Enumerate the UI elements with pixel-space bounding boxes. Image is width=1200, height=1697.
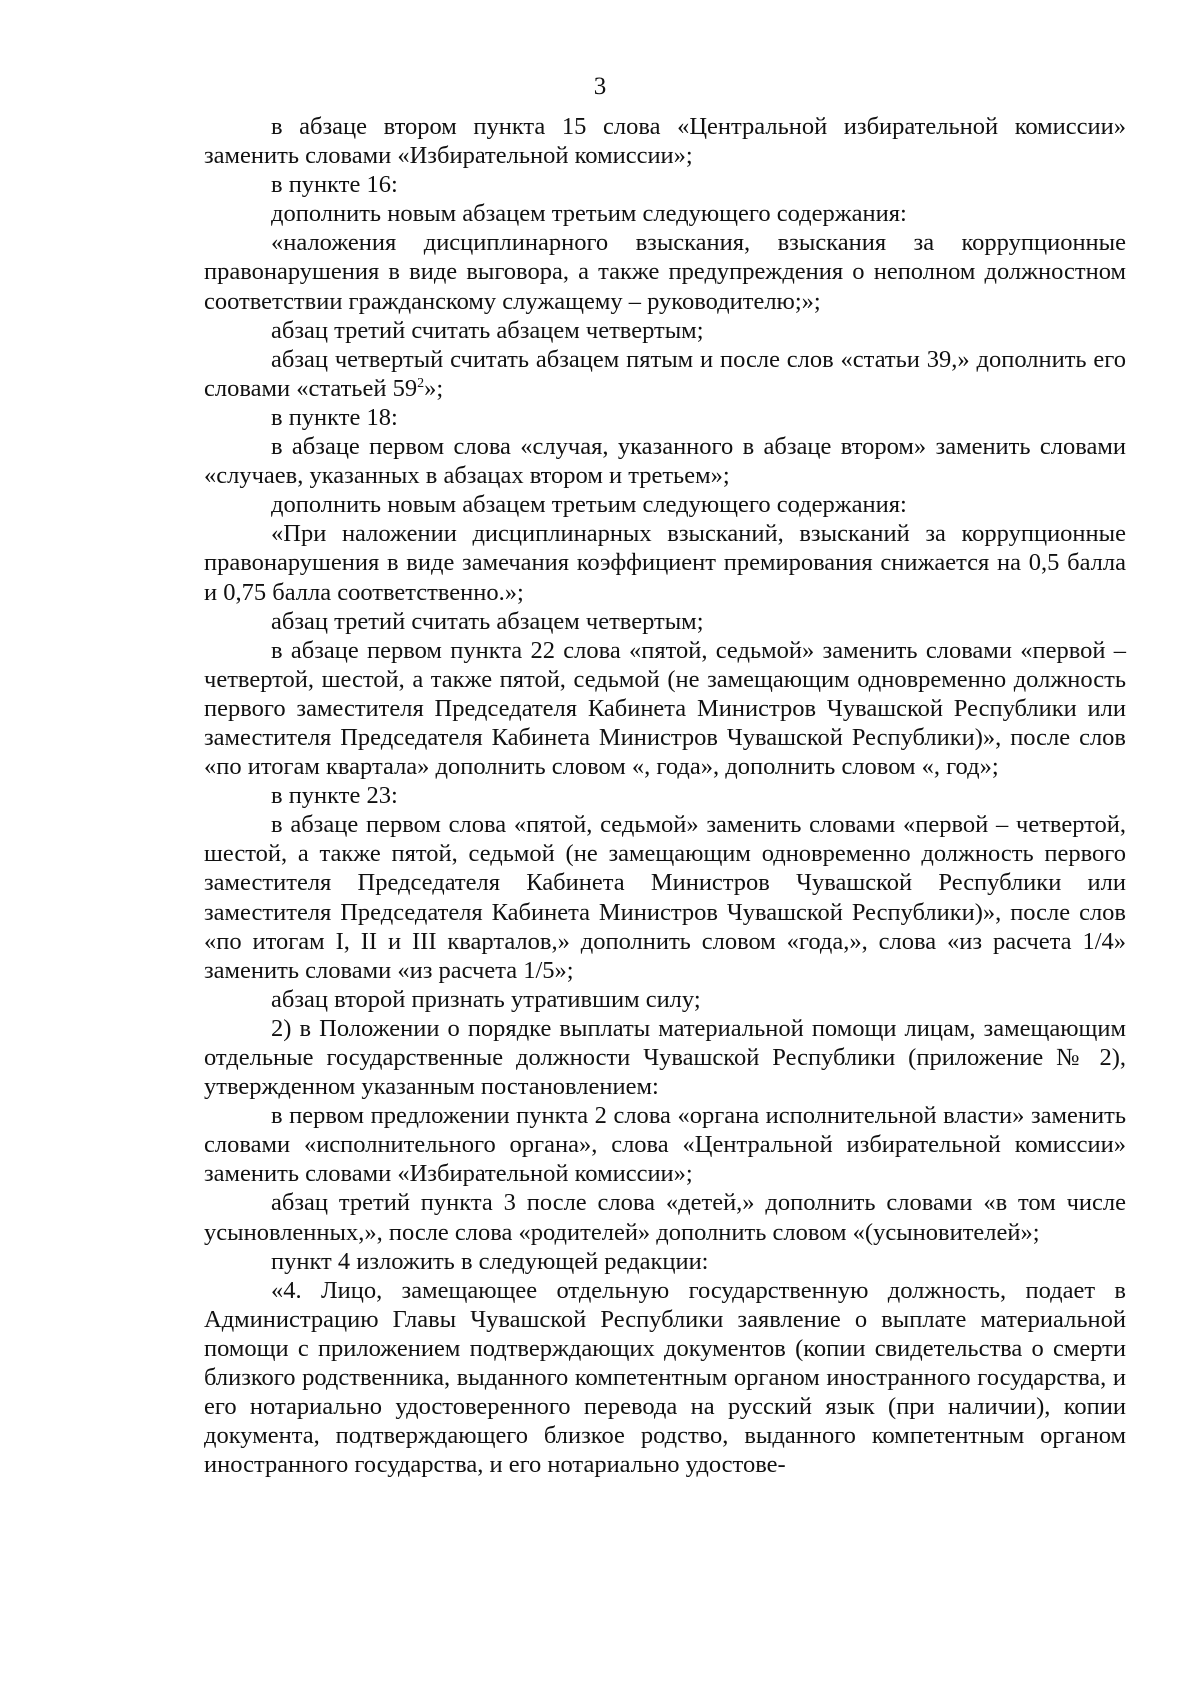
document-body (204, 112, 1126, 1479)
paragraph: дополнить новым абзацем третьим следующего содержания: (271, 200, 907, 228)
paragraph: в абзаце первом слова «случая, указанного в абзаце втором» заменить словами «случаев, указанных в абзацах втором и третьем»; (204, 433, 1126, 490)
paragraph: абзац второй признать утратившим силу; (271, 985, 701, 1013)
paragraph: дополнить новым абзацем третьим следующего содержания: (271, 491, 907, 519)
paragraph: «При наложении дисциплинарных взысканий, взысканий за коррупционные правонарушения в виде замечания коэффициент премирования снижается на 0,5 балла и 0,75 балла соответственно.»; (204, 520, 1126, 606)
paragraph-text: »; (424, 374, 444, 402)
page-number: 3 (593, 73, 607, 100)
paragraph: 2) в Положении о порядке выплаты материальной помощи лицам, замещающим отдельные государственные должности Чувашской Республики (приложение № 2), утвержденном указанным постановлением: (204, 1014, 1126, 1101)
paragraph-text: абзац четвертый считать абзацем пятым и после слов «статьи 39,» дополнить его словами «статьей 59 (204, 345, 1126, 402)
paragraph: пункт 4 изложить в следующей редакции: (271, 1247, 709, 1275)
paragraph: в пункте 18: (271, 403, 398, 431)
paragraph-with-superscript (204, 345, 1126, 403)
paragraph: абзац третий пункта 3 после слова «детей,» дополнить словами «в том числе усыновленных,», после слова «родителей» дополнить словом «(усыновителей»; (204, 1189, 1126, 1246)
paragraph: «наложения дисциплинарного взыскания, взыскания за коррупционные правонарушения в виде выговора, а также предупреждения о неполном должностном соответствии гражданскому служащему – руководителю;»; (204, 229, 1126, 315)
paragraph: в пункте 16: (271, 171, 398, 199)
paragraph: в пункте 23: (271, 782, 398, 810)
paragraph: «4. Лицо, замещающее отдельную государственную должность, подает в Администрацию Главы Чувашской Республики заявление о выплате материальной помощи с приложением подтверждающих документов (копии свидетельства о смерти близкого родственника, выданного компетентным органом иностранного государства, и его нотариально удостоверенного перевода на русский язык (при наличии), копии документа, подтверждающего близкое родство, выданного компетентным органом иностранного государства, и его нотариально удостове- (204, 1276, 1126, 1479)
paragraph: абзац третий считать абзацем четвертым; (271, 607, 704, 635)
superscript: 2 (417, 375, 425, 391)
paragraph: абзац третий считать абзацем четвертым; (271, 316, 704, 344)
paragraph: в первом предложении пункта 2 слова «органа исполнительной власти» заменить словами «исполнительного органа», слова «Центральной избирательной комиссии» заменить словами «Избирательной комиссии»; (204, 1102, 1126, 1188)
paragraph: в абзаце первом слова «пятой, седьмой» заменить словами «первой – четвертой, шестой, а также пятой, седьмой (не замещающим одновременно должность первого заместителя Председателя Кабинета Министров Чувашской Республики или заместителя Председателя Кабинета Министров Чувашской Республики)», после слов «по итогам I, II и III кварталов,» дополнить словом «года,», слова «из расчета 1/4» заменить словами «из расчета 1/5»; (204, 811, 1126, 984)
paragraph: в абзаце втором пункта 15 слова «Центральной избирательной комиссии» заменить словами «Избирательной комиссии»; (204, 113, 1126, 170)
paragraph: в абзаце первом пункта 22 слова «пятой, седьмой» заменить словами «первой – четвертой, шестой, а также пятой, седьмой (не замещающим одновременно должность первого заместителя Председателя Кабинета Министров Чувашской Республики или заместителя Председателя Кабинета Министров Чувашской Республики)», после слов «по итогам квартала» дополнить словом «, года», дополнить словом «, год»; (204, 636, 1126, 781)
